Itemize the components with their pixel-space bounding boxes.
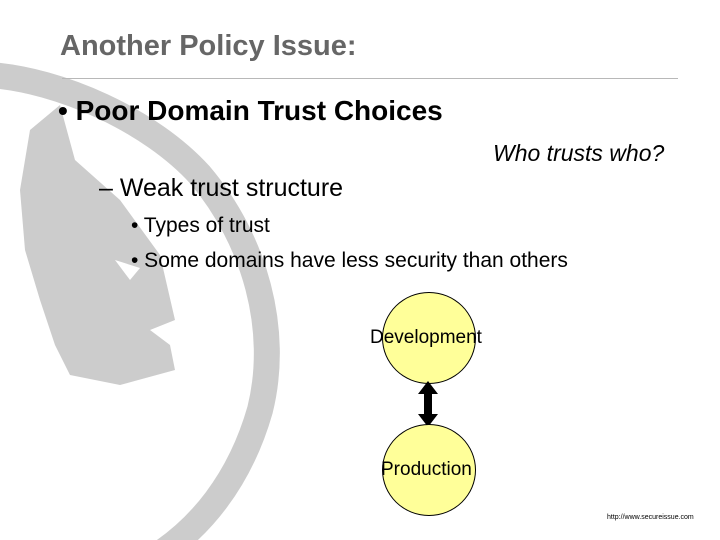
- slide-title: Another Policy Issue:: [60, 30, 357, 62]
- development-node-label: Development: [370, 327, 482, 348]
- title-divider: [62, 78, 678, 79]
- bullet-level3-domains: • Some domains have less security than others: [131, 249, 568, 272]
- side-note: Who trusts who?: [493, 140, 665, 166]
- production-node-label: Production: [381, 459, 472, 480]
- bidirectional-arrow-icon: [416, 381, 440, 427]
- bullet-level1: • Poor Domain Trust Choices: [58, 95, 443, 126]
- bullet-level2: – Weak trust structure: [99, 174, 344, 202]
- bullet-level3-types: • Types of trust: [131, 214, 270, 237]
- footer-url: http://www.secureissue.com: [607, 514, 694, 521]
